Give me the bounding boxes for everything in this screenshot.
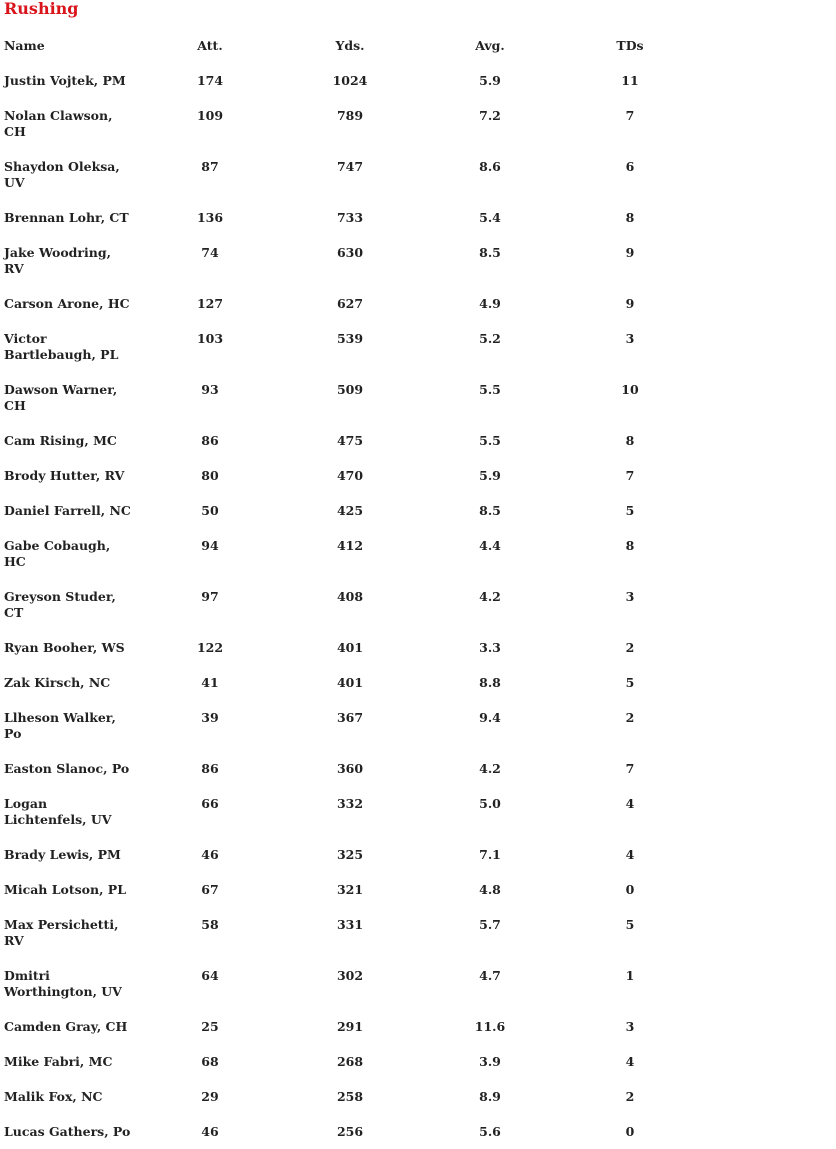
table-row xyxy=(0,286,700,321)
header-name: Name xyxy=(4,38,45,53)
yds-cell: 258 xyxy=(336,1089,364,1104)
player-name-cell: Mike Fabri, MC xyxy=(4,1054,113,1069)
player-name-cell: Dmitri Worthington, UV xyxy=(4,968,122,999)
player-name-cell: Camden Gray, CH xyxy=(4,1019,128,1034)
table-row xyxy=(0,98,700,149)
yds-cell: 325 xyxy=(336,847,364,862)
avg-cell: 5.0 xyxy=(479,796,501,811)
att-cell: 122 xyxy=(196,640,224,655)
avg-cell: 3.9 xyxy=(479,1054,501,1069)
yds-cell: 733 xyxy=(336,210,364,225)
avg-cell: 8.5 xyxy=(479,245,501,260)
tds-cell: 6 xyxy=(625,159,635,174)
att-cell: 67 xyxy=(201,882,219,897)
player-name-cell: Max Persichetti, RV xyxy=(4,917,119,948)
header-avg: Avg. xyxy=(475,38,505,53)
table-row xyxy=(0,665,700,700)
yds-cell: 302 xyxy=(336,968,364,983)
tds-cell: 11 xyxy=(621,73,639,88)
tds-cell: 7 xyxy=(625,108,635,123)
table-row xyxy=(0,235,700,286)
tds-cell: 2 xyxy=(625,640,635,655)
player-name-cell: Ryan Booher, WS xyxy=(4,640,125,655)
avg-cell: 5.5 xyxy=(479,382,501,397)
att-cell: 94 xyxy=(201,538,219,553)
tds-cell: 5 xyxy=(625,917,635,932)
tds-cell: 0 xyxy=(625,1124,635,1139)
player-name-cell: Brody Hutter, RV xyxy=(4,468,125,483)
att-cell: 93 xyxy=(201,382,219,397)
player-name-cell: Victor Bartlebaugh, PL xyxy=(4,331,119,362)
table-header-row xyxy=(0,28,700,63)
tds-cell: 2 xyxy=(625,1089,635,1104)
tds-cell: 8 xyxy=(625,210,635,225)
att-cell: 64 xyxy=(201,968,219,983)
player-name-cell: Zak Kirsch, NC xyxy=(4,675,111,690)
yds-cell: 789 xyxy=(336,108,364,123)
att-cell: 127 xyxy=(196,296,224,311)
tds-cell: 10 xyxy=(621,382,639,397)
table-row xyxy=(0,458,700,493)
table-row xyxy=(0,751,700,786)
tds-cell: 1 xyxy=(625,968,635,983)
tds-cell: 2 xyxy=(625,710,635,725)
tds-cell: 4 xyxy=(625,1054,635,1069)
att-cell: 97 xyxy=(201,589,219,604)
att-cell: 29 xyxy=(201,1089,219,1104)
tds-cell: 4 xyxy=(625,847,635,862)
table-row xyxy=(0,493,700,528)
table-row xyxy=(0,907,700,958)
yds-cell: 475 xyxy=(336,433,364,448)
player-name-cell: Carson Arone, HC xyxy=(4,296,130,311)
avg-cell: 7.2 xyxy=(479,108,501,123)
tds-cell: 8 xyxy=(625,538,635,553)
player-name-cell: Micah Lotson, PL xyxy=(4,882,126,897)
yds-cell: 408 xyxy=(336,589,364,604)
yds-cell: 367 xyxy=(336,710,364,725)
section-title: Rushing xyxy=(4,0,79,18)
yds-cell: 401 xyxy=(336,675,364,690)
att-cell: 74 xyxy=(201,245,219,260)
player-name-cell: Brennan Lohr, CT xyxy=(4,210,129,225)
table-row xyxy=(0,630,700,665)
player-name-cell: Brady Lewis, PM xyxy=(4,847,121,862)
yds-cell: 1024 xyxy=(332,73,368,88)
table-row xyxy=(0,837,700,872)
yds-cell: 268 xyxy=(336,1054,364,1069)
table-row xyxy=(0,200,700,235)
avg-cell: 5.9 xyxy=(479,468,501,483)
att-cell: 109 xyxy=(196,108,224,123)
player-name-cell: Dawson Warner, CH xyxy=(4,382,118,413)
yds-cell: 321 xyxy=(336,882,364,897)
att-cell: 41 xyxy=(201,675,219,690)
yds-cell: 291 xyxy=(336,1019,364,1034)
player-name-cell: Lucas Gathers, Po xyxy=(4,1124,131,1139)
table-row xyxy=(0,423,700,458)
yds-cell: 539 xyxy=(336,331,364,346)
att-cell: 46 xyxy=(201,847,219,862)
tds-cell: 0 xyxy=(625,882,635,897)
player-name-cell: Llheson Walker, Po xyxy=(4,710,116,741)
rushing-table xyxy=(0,28,700,1149)
avg-cell: 7.1 xyxy=(479,847,501,862)
player-name-cell: Easton Slanoc, Po xyxy=(4,761,130,776)
att-cell: 103 xyxy=(196,331,224,346)
tds-cell: 9 xyxy=(625,296,635,311)
player-name-cell: Justin Vojtek, PM xyxy=(4,73,126,88)
att-cell: 136 xyxy=(196,210,224,225)
player-name-cell: Daniel Farrell, NC xyxy=(4,503,131,518)
table-row xyxy=(0,372,700,423)
att-cell: 66 xyxy=(201,796,219,811)
avg-cell: 8.8 xyxy=(479,675,501,690)
tds-cell: 7 xyxy=(625,468,635,483)
avg-cell: 8.9 xyxy=(479,1089,501,1104)
att-cell: 87 xyxy=(201,159,219,174)
avg-cell: 5.2 xyxy=(479,331,501,346)
tds-cell: 5 xyxy=(625,675,635,690)
yds-cell: 256 xyxy=(336,1124,364,1139)
avg-cell: 11.6 xyxy=(474,1019,506,1034)
avg-cell: 4.7 xyxy=(479,968,501,983)
yds-cell: 412 xyxy=(336,538,364,553)
table-row xyxy=(0,63,700,98)
table-row xyxy=(0,579,700,630)
table-row xyxy=(0,1079,700,1114)
header-tds: TDs xyxy=(616,38,644,53)
yds-cell: 509 xyxy=(336,382,364,397)
yds-cell: 627 xyxy=(336,296,364,311)
table-row xyxy=(0,958,700,1009)
table-row xyxy=(0,149,700,200)
table-row xyxy=(0,321,700,372)
yds-cell: 401 xyxy=(336,640,364,655)
att-cell: 25 xyxy=(201,1019,219,1034)
tds-cell: 5 xyxy=(625,503,635,518)
avg-cell: 5.6 xyxy=(479,1124,501,1139)
header-att: Att. xyxy=(197,38,223,53)
player-name-cell: Nolan Clawson, CH xyxy=(4,108,113,139)
player-name-cell: Greyson Studer, CT xyxy=(4,589,116,620)
yds-cell: 470 xyxy=(336,468,364,483)
avg-cell: 4.8 xyxy=(479,882,501,897)
tds-cell: 3 xyxy=(625,1019,635,1034)
att-cell: 86 xyxy=(201,433,219,448)
avg-cell: 5.7 xyxy=(479,917,501,932)
att-cell: 174 xyxy=(196,73,224,88)
avg-cell: 4.4 xyxy=(479,538,501,553)
yds-cell: 747 xyxy=(336,159,364,174)
table-row xyxy=(0,1009,700,1044)
yds-cell: 360 xyxy=(336,761,364,776)
tds-cell: 7 xyxy=(625,761,635,776)
tds-cell: 3 xyxy=(625,331,635,346)
tds-cell: 9 xyxy=(625,245,635,260)
att-cell: 46 xyxy=(201,1124,219,1139)
att-cell: 39 xyxy=(201,710,219,725)
yds-cell: 425 xyxy=(336,503,364,518)
att-cell: 86 xyxy=(201,761,219,776)
yds-cell: 630 xyxy=(336,245,364,260)
att-cell: 80 xyxy=(201,468,219,483)
avg-cell: 9.4 xyxy=(479,710,501,725)
table-row xyxy=(0,700,700,751)
table-row xyxy=(0,1114,700,1149)
att-cell: 68 xyxy=(201,1054,219,1069)
player-name-cell: Jake Woodring, RV xyxy=(4,245,111,276)
avg-cell: 5.5 xyxy=(479,433,501,448)
avg-cell: 4.9 xyxy=(479,296,501,311)
avg-cell: 3.3 xyxy=(479,640,501,655)
tds-cell: 8 xyxy=(625,433,635,448)
avg-cell: 8.6 xyxy=(479,159,501,174)
yds-cell: 331 xyxy=(336,917,364,932)
player-name-cell: Malik Fox, NC xyxy=(4,1089,103,1104)
player-name-cell: Gabe Cobaugh, HC xyxy=(4,538,111,569)
table-row xyxy=(0,528,700,579)
att-cell: 58 xyxy=(201,917,219,932)
table-row xyxy=(0,1044,700,1079)
avg-cell: 4.2 xyxy=(479,761,501,776)
table-row xyxy=(0,872,700,907)
table-row xyxy=(0,786,700,837)
tds-cell: 4 xyxy=(625,796,635,811)
player-name-cell: Shaydon Oleksa, UV xyxy=(4,159,120,190)
player-name-cell: Cam Rising, MC xyxy=(4,433,117,448)
avg-cell: 5.9 xyxy=(479,73,501,88)
player-name-cell: Logan Lichtenfels, UV xyxy=(4,796,112,827)
att-cell: 50 xyxy=(201,503,219,518)
header-yds: Yds. xyxy=(335,38,365,53)
avg-cell: 8.5 xyxy=(479,503,501,518)
yds-cell: 332 xyxy=(336,796,364,811)
tds-cell: 3 xyxy=(625,589,635,604)
avg-cell: 5.4 xyxy=(479,210,501,225)
avg-cell: 4.2 xyxy=(479,589,501,604)
